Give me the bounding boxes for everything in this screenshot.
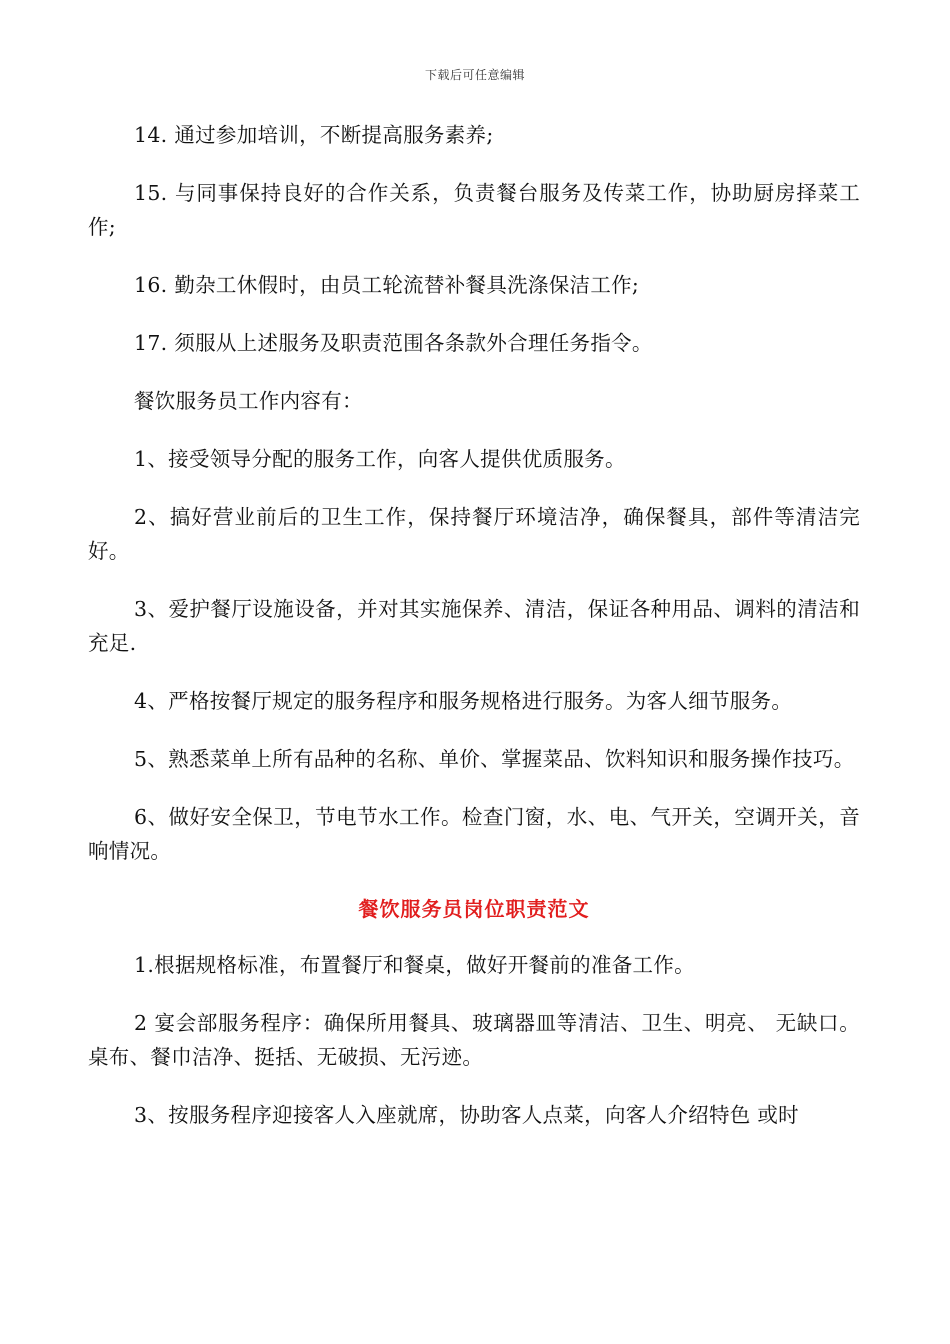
paragraph-16: 16. 勤杂工休假时，由员工轮流替补餐具洗涤保洁工作; — [134, 273, 640, 297]
paragraph-14: 14. 通过参加培训，不断提高服务素养; — [134, 123, 494, 147]
page-header-note: 下载后可任意编辑 — [424, 68, 525, 82]
paragraph-duty-4: 4、严格按餐厅规定的服务程序和服务规格进行服务。为客人细节服务。 — [134, 689, 793, 713]
paragraph-sample-2: 2 宴会部服务程序：确保所用餐具、玻璃器皿等清洁、卫生、明亮、 无缺口。桌布、餐巾洁净、挺括、无破损、无污迹。 — [88, 1011, 860, 1069]
paragraph-17: 17. 须服从上述服务及职责范围各条款外合理任务指令。 — [134, 331, 653, 355]
paragraph-duty-6: 6、做好安全保卫，节电节水工作。检查门窗，水、电、气开关，空调开关，音响情况。 — [88, 805, 860, 863]
paragraph-15: 15. 与同事保持良好的合作关系，负责餐台服务及传菜工作，协助厨房择菜工作; — [88, 181, 860, 239]
paragraph-sample-3: 3、按服务程序迎接客人入座就席，协助客人点菜，向客人介绍特色 或时 — [134, 1103, 799, 1127]
paragraph-work-content-intro: 餐饮服务员工作内容有： — [134, 389, 363, 413]
section-heading: 餐饮服务员岗位职责范文 — [358, 897, 590, 921]
paragraph-sample-1: 1.根据规格标准，布置餐厅和餐桌，做好开餐前的准备工作。 — [134, 953, 695, 977]
document-body — [88, 118, 860, 1156]
paragraph-duty-5: 5、熟悉菜单上所有品种的名称、单价、掌握菜品、饮料知识和服务操作技巧。 — [134, 747, 855, 771]
paragraph-duty-3: 3、爱护餐厅设施设备，并对其实施保养、清洁，保证各种用品、调料的清洁和充足. — [88, 597, 860, 655]
paragraph-duty-2: 2、搞好营业前后的卫生工作，保持餐厅环境洁净，确保餐具，部件等清洁完好。 — [88, 505, 860, 563]
paragraph-duty-1: 1、接受领导分配的服务工作，向客人提供优质服务。 — [134, 447, 626, 471]
